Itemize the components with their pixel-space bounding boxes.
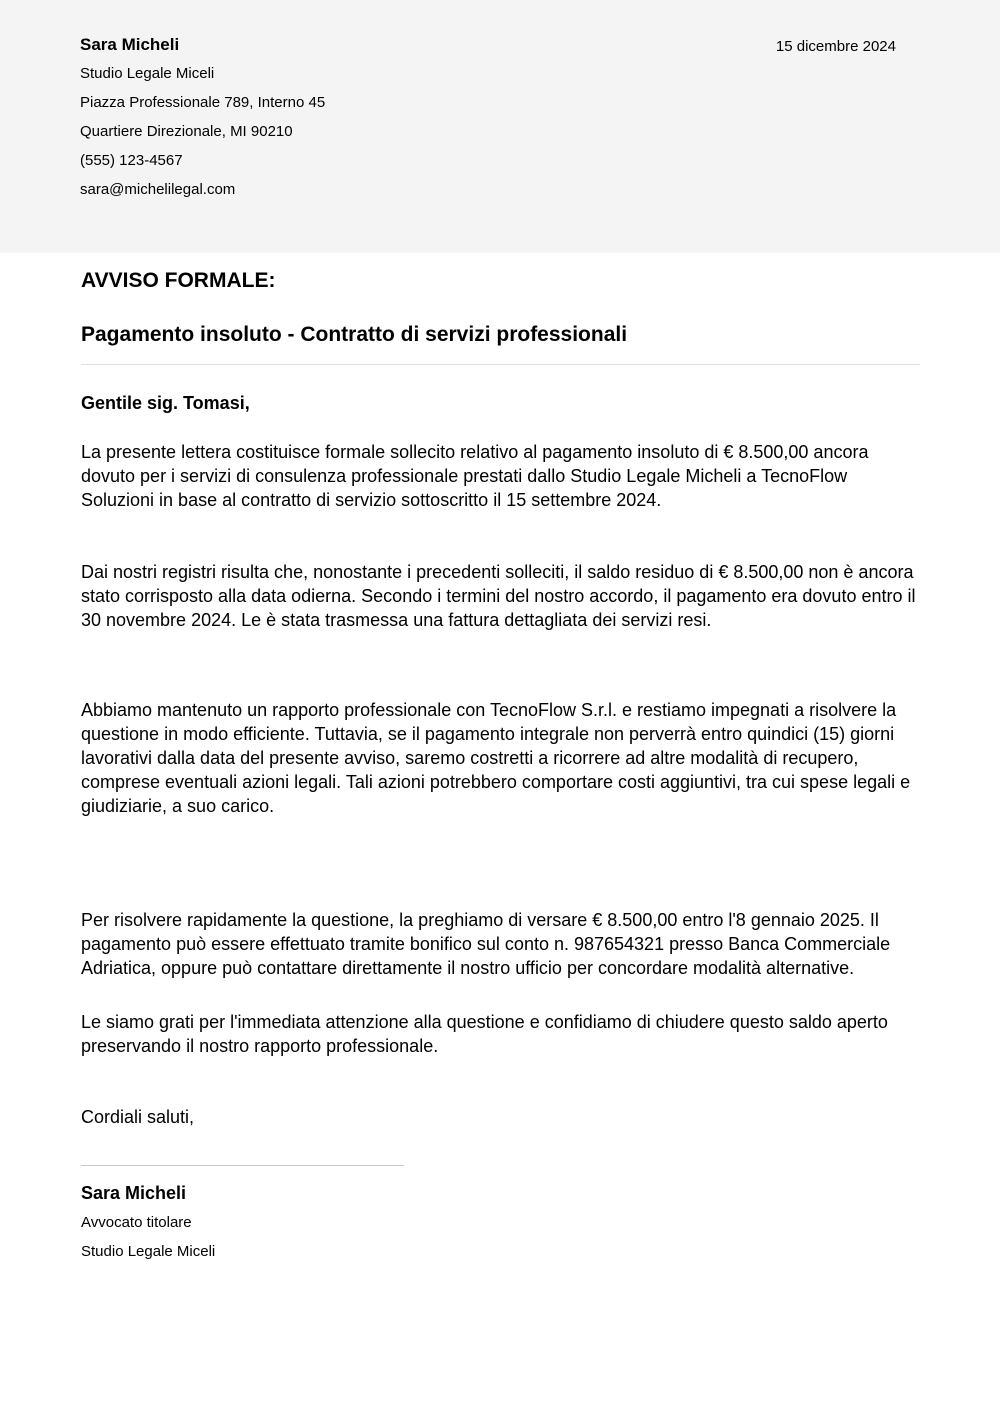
- sender-name: Sara Micheli: [80, 35, 180, 54]
- sender-city: Quartiere Direzionale, MI 90210: [80, 123, 293, 140]
- signature-name: Sara Micheli: [81, 1183, 187, 1203]
- letter-body: [81, 268, 920, 1262]
- sender-address: Piazza Professionale 789, Interno 45: [80, 94, 326, 111]
- signature-line: [81, 1165, 404, 1166]
- letter-date: 15 dicembre 2024: [775, 38, 896, 55]
- paragraph-records: Dai nostri registri risulta che, nonostante i precedenti solleciti, il saldo residuo di € 8.500,00 non è ancora stato corrisposto alla data odierna. Secondo i termini del nostro accordo, il pagamento era dovuto entro il 30 novembre 2024. Le è stata trasmessa una fattura dettagliata dei servizi resi.: [81, 562, 916, 630]
- sender-firm: Studio Legale Miceli: [80, 65, 215, 82]
- letterhead: [0, 0, 1000, 253]
- paragraph-payment-instructions: Per risolvere rapidamente la questione, la preghiamo di versare € 8.500,00 entro l'8 gennaio 2025. Il pagamento può essere effettuato tramite bonifico sul conto n. 987654321 presso Banca Commerciale Adriatica, oppure può contattare direttamente il nostro ufficio per concordare modalità alternative.: [81, 910, 891, 978]
- sender-email: sara@michelilegal.com: [80, 181, 236, 198]
- signature-firm: Studio Legale Miceli: [81, 1243, 216, 1260]
- notice-subject: Pagamento insoluto - Contratto di servizi professionali: [81, 323, 628, 346]
- paragraph-intro: La presente lettera costituisce formale sollecito relativo al pagamento insoluto di € 8.500,00 ancora dovuto per i servizi di consulenza professionale prestati dallo Studio Legale Micheli a TecnoFlow Soluzioni in base al contratto di servizio sottoscritto il 15 settembre 2024.: [81, 442, 869, 510]
- closing: Cordiali saluti,: [81, 1107, 195, 1127]
- paragraph-warning: Abbiamo mantenuto un rapporto professionale con TecnoFlow S.r.l. e restiamo impegnati a risolvere la questione in modo efficiente. Tuttavia, se il pagamento integrale non perverrà entro quindici (15) giorni lavorativi dalla data del presente avviso, saremo costretti a ricorrere ad altre modalità di recupero, comprese eventuali azioni legali. Tali azioni potrebbero comportare costi aggiuntivi, tra cui spese legali e giudiziarie, a suo carico.: [81, 700, 911, 816]
- salutation: Gentile sig. Tomasi,: [81, 393, 250, 413]
- notice-title: AVVISO FORMALE:: [81, 269, 276, 292]
- subject-divider: [81, 364, 920, 365]
- sender-phone: (555) 123-4567: [80, 152, 183, 169]
- sender-block: [80, 35, 325, 209]
- paragraph-thanks: Le siamo grati per l'immediata attenzione alla questione e confidiamo di chiudere questo saldo aperto preservando il nostro rapporto professionale.: [81, 1012, 888, 1056]
- signature-title: Avvocato titolare: [81, 1214, 192, 1231]
